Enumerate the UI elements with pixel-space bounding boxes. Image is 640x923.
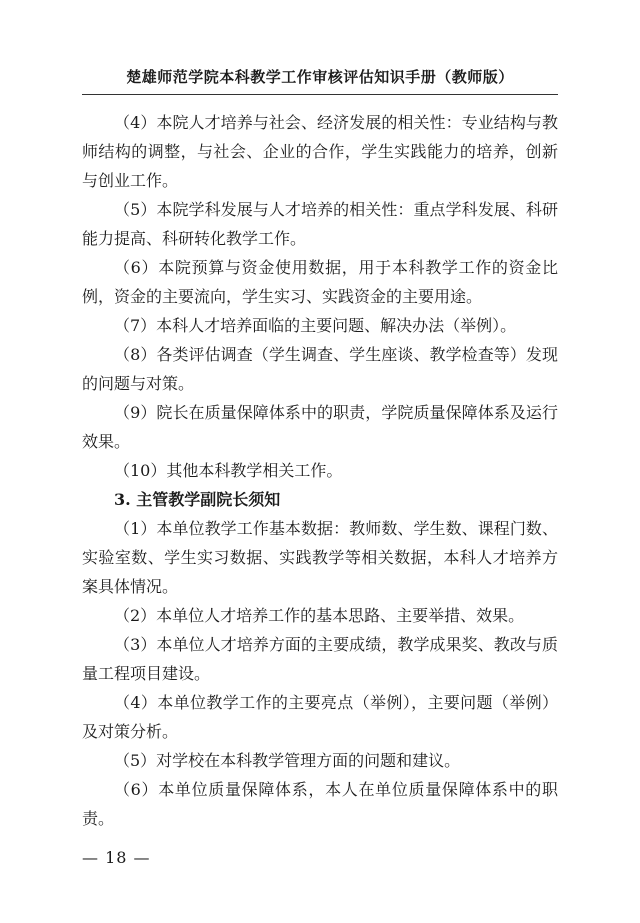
paragraph: （1）本单位教学工作基本数据：教师数、学生数、课程门数、实验室数、学生实习数据、实践教学等相关数据，本科人才培养方案具体情况。 bbox=[82, 519, 558, 596]
section-heading: 3. 主管教学副院长须知 bbox=[114, 490, 281, 509]
page-body bbox=[82, 108, 558, 833]
page-number: — 18 — bbox=[82, 848, 151, 867]
paragraph: （9）院长在质量保障体系中的职责，学院质量保障体系及运行效果。 bbox=[82, 403, 558, 451]
paragraph: （7）本科人才培养面临的主要问题、解决办法（举例）。 bbox=[114, 316, 517, 335]
paragraph: （10）其他本科教学相关工作。 bbox=[114, 461, 343, 480]
paragraph: （2）本单位人才培养工作的基本思路、主要举措、效果。 bbox=[114, 606, 525, 625]
paragraph: （3）本单位人才培养方面的主要成绩，教学成果奖、教改与质量工程项目建设。 bbox=[82, 635, 558, 683]
header-divider bbox=[82, 94, 558, 95]
running-header: 楚雄师范学院本科教学工作审核评估知识手册（教师版） bbox=[126, 68, 514, 86]
paragraph: （5）本院学科发展与人才培养的相关性：重点学科发展、科研能力提高、科研转化教学工作。 bbox=[82, 200, 558, 248]
paragraph: （5）对学校在本科教学管理方面的问题和建议。 bbox=[114, 751, 461, 770]
paragraph: （8）各类评估调查（学生调查、学生座谈、教学检查等）发现的问题与对策。 bbox=[82, 345, 558, 393]
paragraph: （4）本院人才培养与社会、经济发展的相关性：专业结构与教师结构的调整，与社会、企业的合作，学生实践能力的培养，创新与创业工作。 bbox=[82, 113, 558, 190]
paragraph: （6）本院预算与资金使用数据，用于本科教学工作的资金比例，资金的主要流向，学生实习、实践资金的主要用途。 bbox=[82, 258, 558, 306]
paragraph: （6）本单位质量保障体系，本人在单位质量保障体系中的职责。 bbox=[82, 780, 558, 828]
paragraph: （4）本单位教学工作的主要亮点（举例），主要问题（举例）及对策分析。 bbox=[82, 693, 558, 741]
